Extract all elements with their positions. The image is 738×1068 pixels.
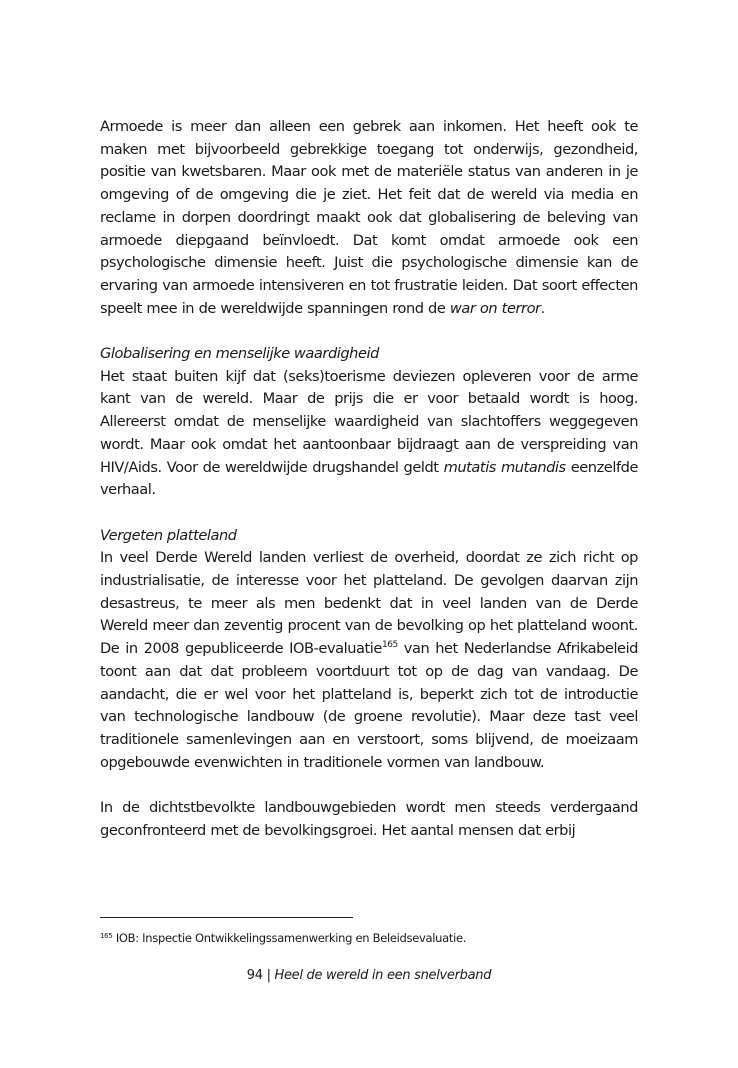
footnote-text: IOB: Inspectie Ontwikkelingssamenwerking en Beleidsevaluatie.: [112, 931, 467, 945]
footnote-divider: [100, 917, 353, 918]
footer-separator: |: [262, 968, 275, 983]
footnote-number: 165: [100, 932, 113, 940]
paragraph-platteland: In veel Derde Wereld landen verliest de overheid, doordat ze zich richt op industrialisatie, de interesse voor het platteland. De gevolgen daarvan zijn desastreus, te meer als men bedenkt dat in veel landen van de Derde Wereld meer dan zeventig procent van de bevolking op het platteland woont. De in 2008 gepubliceerde IOB-evaluatie$^{165}$ van het Nederlandse Afrikabeleid toont aan dat dat probleem voortduurt tot op de dag van vandaag. De aandacht, die er wel voor het platteland is, beperkt zich tot de introductie van technologische landbouw (de groene revolutie). Maar deze tast veel traditionele samenlevingen aan en verstoort, soms blijvend, de moeizaam opgebouwde evenwichten in traditionele vormen van landbouw.: [100, 549, 638, 771]
section-heading-platteland: Vergeten platteland: [100, 526, 237, 544]
body-text: [100, 116, 638, 842]
page-number: 94: [246, 968, 263, 983]
book-title: Heel de wereld in een snelverband: [274, 968, 492, 983]
paragraph-bevolkingsgroei: In de dichtstbevolkte landbouwgebieden wordt men steeds verdergaand geconfronteerd met de bevolkingsgroei. Het aantal mensen dat erbij: [100, 799, 638, 839]
paragraph-armoede: Armoede is meer dan alleen een gebrek aan inkomen. Het heeft ook te maken met bijvoorbeeld gebrekkige toegang tot onderwijs, gezondheid, positie van kwetsbaren. Maar ook met de materiële status van anderen in je omgeving of de omgeving die je ziet. Het feit dat de wereld via media en reclame in dorpen doordringt maakt ook dat globalisering de beleving van armoede diepgaand beïnvloedt. Dat komt omdat armoede ook een psychologische dimensie heeft. Juist die psychologische dimensie kan de ervaring van armoede intensiveren en tot frustratie leiden. Dat soort effecten speelt mee in de wereldwijde spanningen rond de war on terror.: [100, 118, 638, 317]
section-heading-globalisering: Globalisering en menselijke waardigheid: [100, 345, 379, 363]
italic-term: mutatis mutandis: [443, 458, 566, 476]
footnote: [100, 930, 638, 946]
page-footer: [100, 966, 638, 986]
paragraph-globalisering: Het staat buiten kijf dat (seks)toerisme deviezen opleveren voor de arme kant van de wereld. Maar de prijs die er voor betaald wordt is hoog. Allereerst omdat de menselijke waardigheid van slachtoffers weggegeven wordt. Maar ook omdat het aantoonbaar bijdraagt aan de verspreiding van HIV/Aids. Voor de wereldwijde drugshandel geldt mutatis mutandis eenzelfde verhaal.: [100, 367, 638, 499]
footnote-reference[interactable]: 165: [381, 640, 398, 651]
italic-term: war on terror: [449, 299, 541, 317]
